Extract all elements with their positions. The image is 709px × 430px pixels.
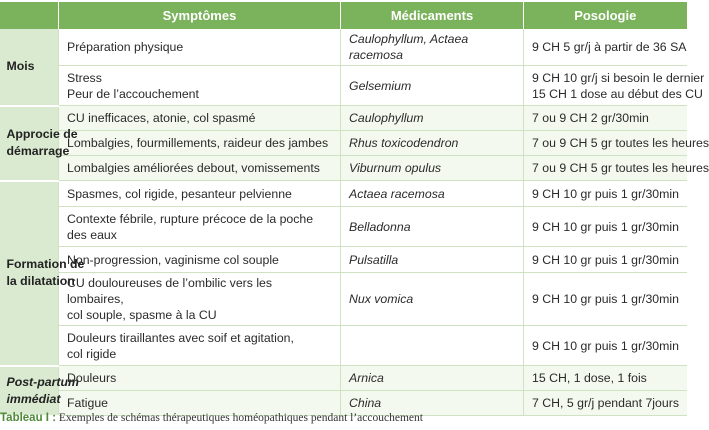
- phase-cell: Mois: [0, 29, 59, 106]
- posology-cell: 7 ou 9 CH 5 gr toutes les heures: [524, 131, 687, 156]
- table-row: [0, 366, 687, 391]
- posology-cell: 9 CH 5 gr/j à partir de 36 SA: [524, 29, 687, 66]
- homeopathy-table: [0, 2, 709, 417]
- medication-cell: Actaea racemosa: [341, 181, 524, 207]
- symptom-cell: CU douloureuses de l’ombilic vers les lombaires, col souple, spasme à la CU: [59, 273, 341, 326]
- posology-cell: 15 CH, 1 dose, 1 fois: [524, 366, 687, 391]
- medication-cell: China: [341, 391, 524, 416]
- symptom-cell: Douleurs: [59, 366, 341, 391]
- posology-cell: 7 ou 9 CH 2 gr/30min: [524, 106, 687, 131]
- medication-cell: Pulsatilla: [341, 247, 524, 273]
- symptom-cell: Non-progression, vaginisme col souple: [59, 247, 341, 273]
- header-phase: [0, 2, 59, 29]
- posology-cell: 7 ou 9 CH 5 gr toutes les heures: [524, 156, 687, 181]
- symptom-cell: Fatigue: [59, 391, 341, 416]
- table-row: [0, 181, 687, 207]
- posology-cell: 9 CH 10 gr puis 1 gr/30min: [524, 326, 687, 366]
- medication-cell: Rhus toxicodendron: [341, 131, 524, 156]
- table-row: [0, 131, 687, 156]
- medication-cell: Arnica: [341, 366, 524, 391]
- caption-text: Exemples de schémas thérapeutiques homéopathiques pendant l’accouchement: [58, 412, 423, 424]
- header-symptoms: Symptômes: [59, 2, 341, 29]
- table-row: [0, 66, 687, 106]
- symptom-cell: Stress Peur de l’accouchement: [59, 66, 341, 106]
- medication-cell: [341, 326, 524, 366]
- caption-label: Tableau I :: [0, 412, 57, 424]
- table-row: [0, 247, 687, 273]
- header-medications: Médicaments: [341, 2, 524, 29]
- table-row: [0, 326, 687, 366]
- phase-cell: Approcie de démarrage: [0, 106, 59, 181]
- posology-cell: 9 CH 10 gr/j si besoin le dernier 15 CH 1 dose au début des CU: [524, 66, 687, 106]
- symptom-cell: Lombalgies, fourmillements, raideur des jambes: [59, 131, 341, 156]
- medication-cell: Belladonna: [341, 207, 524, 247]
- medication-cell: Caulophyllum, Actaea racemosa: [341, 29, 524, 66]
- posology-cell: 9 CH 10 gr puis 1 gr/30min: [524, 181, 687, 207]
- symptom-cell: Lombalgies améliorées debout, vomissements: [59, 156, 341, 181]
- symptom-cell: Contexte fébrile, rupture précoce de la poche des eaux: [59, 207, 341, 247]
- phase-cell: Formation de la dilatation: [0, 181, 59, 366]
- table-row: [0, 273, 687, 326]
- table-row: [0, 156, 687, 181]
- table-row: [0, 207, 687, 247]
- symptom-cell: Spasmes, col rigide, pesanteur pelvienne: [59, 181, 341, 207]
- posology-cell: 9 CH 10 gr puis 1 gr/30min: [524, 207, 687, 247]
- medication-cell: Caulophyllum: [341, 106, 524, 131]
- medication-cell: Gelsemium: [341, 66, 524, 106]
- medication-cell: Nux vomica: [341, 273, 524, 326]
- table-header-row: [0, 2, 687, 29]
- symptom-cell: CU inefficaces, atonie, col spasmé: [59, 106, 341, 131]
- symptom-cell: Douleurs tiraillantes avec soif et agitation, col rigide: [59, 326, 341, 366]
- medication-cell: Viburnum opulus: [341, 156, 524, 181]
- posology-cell: 9 CH 10 gr puis 1 gr/30min: [524, 273, 687, 326]
- posology-cell: 7 CH, 5 gr/j pendant 7jours: [524, 391, 687, 416]
- table-caption: [0, 412, 423, 424]
- table-row: [0, 106, 687, 131]
- table-row: [0, 29, 687, 66]
- posology-cell: 9 CH 10 gr puis 1 gr/30min: [524, 247, 687, 273]
- symptom-cell: Préparation physique: [59, 29, 341, 66]
- phase-cell: Post-partum immédiat: [0, 366, 59, 416]
- header-posology: Posologie: [524, 2, 687, 29]
